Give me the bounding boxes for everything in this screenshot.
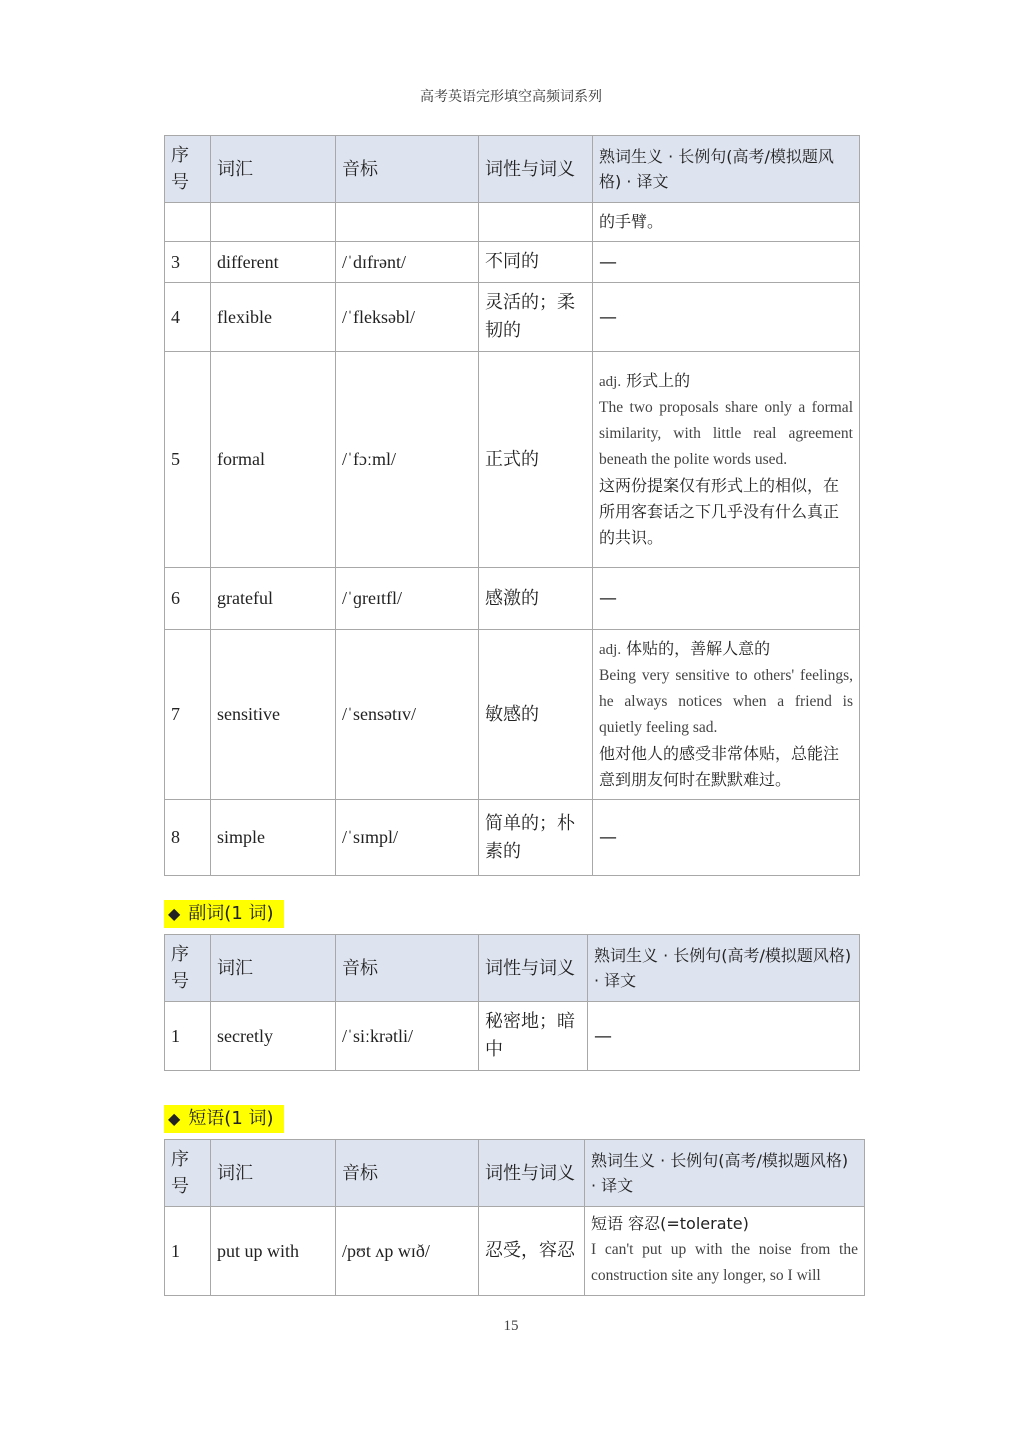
cell-ipa: /pʊt ʌp wɪð/ <box>336 1207 479 1296</box>
table-row <box>165 352 860 568</box>
cell-example: — <box>593 568 860 630</box>
example-sentence: Being very sensitive to others' feelings, he always notices when a friend is quietly feeling sad. <box>599 667 853 736</box>
cell-no: 3 <box>165 242 211 283</box>
cell-pos <box>479 203 593 242</box>
cell-no: 8 <box>165 800 211 876</box>
table-row <box>165 203 860 242</box>
section-title-text: 副词(1 词) <box>188 903 274 924</box>
header-ipa: 音标 <box>336 935 479 1002</box>
sense-text: 形式上的 <box>626 371 691 390</box>
table-row <box>165 800 860 876</box>
cell-no: 6 <box>165 568 211 630</box>
table-row <box>165 242 860 283</box>
cell-no: 1 <box>165 1207 211 1296</box>
cell-pos: 不同的 <box>479 242 593 283</box>
table-row <box>165 283 860 352</box>
header-word: 词汇 <box>211 136 336 203</box>
header-ipa: 音标 <box>336 136 479 203</box>
example-sentence: I can't put up with the noise from the construction site any longer, so I will <box>591 1241 858 1284</box>
example-sentence: The two proposals share only a formal similarity, with little real agreement beneath the polite words used. <box>599 399 853 468</box>
header-no: 序号 <box>165 935 211 1002</box>
cell-ipa <box>336 203 479 242</box>
header-pos: 词性与词义 <box>479 935 588 1002</box>
cell-word: simple <box>211 800 336 876</box>
pos-tag: 短语 <box>591 1214 624 1233</box>
cell-ipa: /ˈsensətɪv/ <box>336 630 479 800</box>
section-title-text: 短语(1 词) <box>188 1108 274 1129</box>
header-no: 序号 <box>165 1140 211 1207</box>
cell-example: — <box>593 283 860 352</box>
cell-pos: 正式的 <box>479 352 593 568</box>
example-sense <box>599 636 853 663</box>
cell-pos: 敏感的 <box>479 630 593 800</box>
example-sense <box>591 1211 858 1237</box>
cell-pos: 忍受，容忍 <box>479 1207 585 1296</box>
header-example: 熟词生义 · 长例句(高考/模拟题风格) · 译文 <box>593 136 860 203</box>
header-ipa: 音标 <box>336 1140 479 1207</box>
cell-example <box>593 203 860 242</box>
diamond-bullet-icon: ◆ <box>168 1109 181 1128</box>
header-pos: 词性与词义 <box>479 1140 585 1207</box>
cell-word: formal <box>211 352 336 568</box>
cell-ipa: /ˈfɔːml/ <box>336 352 479 568</box>
table-header-row <box>165 1140 865 1207</box>
vocab-table-phrases <box>164 1139 865 1296</box>
cell-word: sensitive <box>211 630 336 800</box>
cell-ipa: /ˈfleksəbl/ <box>336 283 479 352</box>
sense-text: 体贴的，善解人意的 <box>626 639 771 658</box>
example-translation: 他对他人的感受非常体贴，总能注意到朋友何时在默默难过。 <box>599 744 840 789</box>
diamond-bullet-icon: ◆ <box>168 904 181 923</box>
table-header-row <box>165 935 860 1002</box>
header-example: 熟词生义 · 长例句(高考/模拟题风格) · 译文 <box>588 935 860 1002</box>
cell-word: different <box>211 242 336 283</box>
table-row <box>165 1002 860 1071</box>
cell-ipa: /ˈɡreɪtfl/ <box>336 568 479 630</box>
vocab-table-adjectives <box>164 135 860 876</box>
section-title-adverbs <box>164 900 284 928</box>
cell-ipa: /ˈsɪmpl/ <box>336 800 479 876</box>
cell-word: secretly <box>211 1002 336 1071</box>
page-number: 15 <box>503 1318 519 1334</box>
cell-ipa: /ˈsiːkrətli/ <box>336 1002 479 1071</box>
cell-example <box>585 1207 865 1296</box>
cell-word: put up with <box>211 1207 336 1296</box>
cell-ipa: /ˈdɪfrənt/ <box>336 242 479 283</box>
cell-pos: 感激的 <box>479 568 593 630</box>
page-header: 高考英语完形填空高频词系列 <box>420 89 602 105</box>
cell-pos: 简单的；朴素的 <box>479 800 593 876</box>
cell-pos: 秘密地；暗中 <box>479 1002 588 1071</box>
cell-example: — <box>588 1002 860 1071</box>
header-no: 序号 <box>165 136 211 203</box>
table-row <box>165 1207 865 1296</box>
header-word: 词汇 <box>211 1140 336 1207</box>
sense-text: 容忍(=tolerate) <box>628 1214 749 1233</box>
table-row <box>165 568 860 630</box>
vocab-table-adverbs <box>164 934 860 1071</box>
cell-word: grateful <box>211 568 336 630</box>
header-example: 熟词生义 · 长例句(高考/模拟题风格) · 译文 <box>585 1140 865 1207</box>
example-translation: 这两份提案仅有形式上的相似，在所用客套话之下几乎没有什么真正的共识。 <box>599 476 840 547</box>
cell-word <box>211 203 336 242</box>
cell-no <box>165 203 211 242</box>
header-word: 词汇 <box>211 935 336 1002</box>
pos-tag: adj. <box>599 374 622 390</box>
pos-tag: adj. <box>599 642 622 658</box>
table-row <box>165 630 860 800</box>
header-pos: 词性与词义 <box>479 136 593 203</box>
cell-example <box>593 630 860 800</box>
example-sense <box>599 368 853 395</box>
cell-no: 7 <box>165 630 211 800</box>
cell-no: 4 <box>165 283 211 352</box>
cell-example: — <box>593 800 860 876</box>
cell-no: 1 <box>165 1002 211 1071</box>
cell-pos: 灵活的；柔韧的 <box>479 283 593 352</box>
cell-word: flexible <box>211 283 336 352</box>
table-header-row <box>165 136 860 203</box>
example-translation: 的手臂。 <box>599 212 664 231</box>
section-title-phrases <box>164 1105 284 1133</box>
cell-example: — <box>593 242 860 283</box>
cell-no: 5 <box>165 352 211 568</box>
cell-example <box>593 352 860 568</box>
